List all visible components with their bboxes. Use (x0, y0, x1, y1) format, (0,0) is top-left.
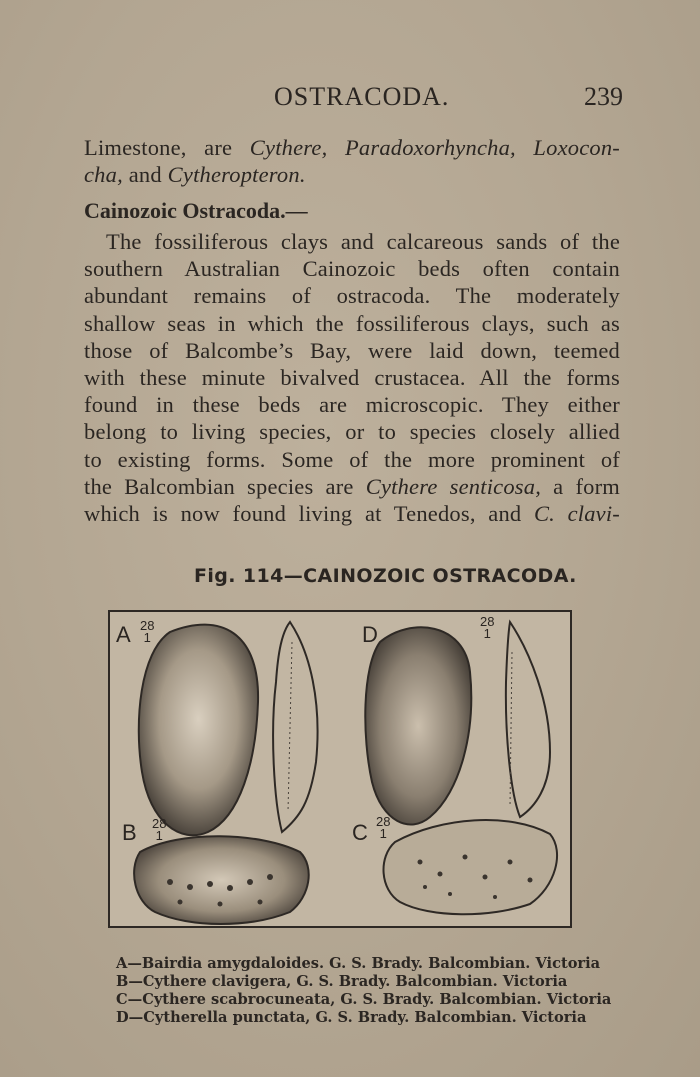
text-line: with these minute bivalved crustacea. All the forms (84, 365, 620, 391)
specimen-a-side (273, 622, 317, 832)
legend-entry: C—Cythere scabrocuneata, G. S. Brady. Balcombian. Victoria (116, 991, 612, 1008)
specimen-a-valve (139, 625, 258, 836)
legend-entry: A—Bairdia amygdaloides. G. S. Brady. Balcombian. Victoria (116, 955, 601, 972)
text-line: to existing forms. Some of the more prominent of (84, 446, 620, 472)
scale-c (376, 816, 390, 840)
scale-a (140, 620, 154, 644)
text-line (84, 473, 620, 500)
scale-b (152, 818, 166, 842)
taxon-names: Cythere, Paradoxorhyncha, Loxocon- (249, 135, 620, 160)
scale-a-denominator: 1 (143, 630, 151, 645)
figure-illustration (110, 612, 570, 926)
running-title: OSTRACODA. (274, 82, 450, 111)
ostracoda-figure (108, 610, 572, 928)
scale-d (480, 616, 494, 640)
text-line: abundant remains of ostracoda. The moderately (84, 283, 620, 309)
figure-title: Fig. 114—CAINOZOIC OSTRACODA. (194, 565, 577, 587)
text-run: Limestone, are (84, 135, 250, 160)
text-run: the Balcombian species are (84, 473, 366, 499)
scale-c-denominator: 1 (379, 826, 387, 841)
specimen-d-valve (365, 627, 471, 824)
taxon-name: Cythere senticosa, (365, 473, 542, 499)
figure-label-d: D (362, 622, 378, 647)
text-line: belong to living species, or to species closely allied (84, 419, 620, 445)
section-heading: Cainozoic Ostracoda.— (84, 198, 308, 223)
text-line: southern Australian Cainozoic beds often contain (84, 256, 620, 282)
scale-a-numerator: 28 (140, 618, 155, 633)
specimen-c-valve (384, 820, 558, 914)
taxon-name: Cytheropteron. (167, 162, 306, 188)
text-line (84, 161, 620, 188)
text-line: The fossiliferous clays and calcareous sands of the (106, 229, 620, 254)
text-line (84, 134, 620, 161)
scale-c-numerator: 28 (376, 814, 391, 829)
paragraph-main (84, 228, 620, 527)
figure-legend (116, 955, 612, 1027)
scale-b-denominator: 1 (155, 828, 163, 843)
figure-label-a: A (116, 622, 131, 647)
scale-d-denominator: 1 (483, 626, 491, 641)
page-number: 239 (584, 82, 623, 111)
figure-label-b: B (122, 820, 137, 845)
legend-entry: B—Cythere clavigera, G. S. Brady. Balcombian. Victoria (116, 973, 568, 990)
figure-label-c: C (352, 820, 368, 845)
scale-b-numerator: 28 (152, 816, 167, 831)
specimen-d-side (506, 622, 550, 817)
text-line: found in these beds are microscopic. They either (84, 392, 620, 418)
taxon-name: cha, (84, 162, 123, 188)
text-run: which is now found living at Tenedos, and (84, 501, 534, 527)
text-run: a form (541, 473, 620, 499)
paragraph-continuation (84, 134, 620, 188)
text-line (84, 500, 620, 527)
legend-entry: D—Cytherella punctata, G. S. Brady. Balcombian. Victoria (116, 1009, 587, 1026)
specimen-b-valve (134, 836, 309, 924)
page-header (0, 82, 700, 116)
text-run: and (122, 162, 168, 188)
taxon-name: C. clavi- (533, 501, 621, 527)
text-line: those of Balcombe’s Bay, were laid down, teemed (84, 337, 620, 363)
scale-d-numerator: 28 (480, 614, 495, 629)
specimen-a-hinge (288, 642, 292, 812)
text-line: shallow seas in which the fossiliferous clays, such as (84, 310, 620, 336)
